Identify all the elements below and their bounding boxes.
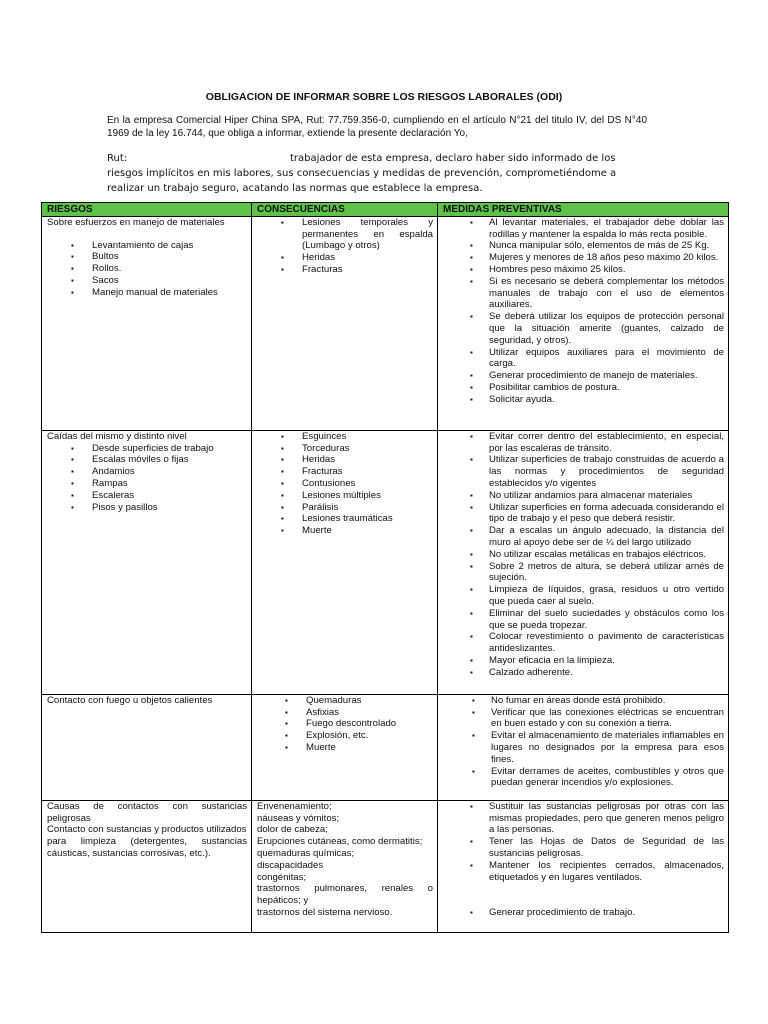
list-item: ▪ Lesiones múltiples — [302, 490, 433, 502]
list-item: ▪ Generar procedimiento de trabajo. — [489, 907, 724, 919]
list-item: ▪ Limpieza de líquidos, grasa, residuos u otro vertido que pueda caer al suelo. — [489, 584, 724, 608]
riesgos-cell — [42, 694, 252, 800]
list-item: ▪ Asfixias — [306, 707, 433, 719]
list-item: ▪ Posibilitar cambios de postura. — [489, 382, 724, 394]
header-riesgos: RIESGOS — [42, 203, 252, 217]
list-item: ▪ Rampas — [92, 478, 247, 490]
list-item: ▪ Utilizar superficies de trabajo construidas de acuerdo a las normas y procedimientos de seguridad establecidos y/o vigentes — [489, 454, 724, 489]
consecuencias-cell — [252, 694, 438, 800]
list-item: ▪ Sobre 2 metros de altura, se deberá utilizar arnés de sujeción. — [489, 561, 724, 585]
consecuencias-list — [257, 695, 433, 754]
list-item: ▪ No utilizar escalas metálicas en trabajos eléctricos. — [489, 549, 724, 561]
consecuencias-list — [257, 217, 433, 276]
riesgo-text: Contacto con sustancias y productos utilizados — [47, 824, 247, 836]
header-consecuencias: CONSECUENCIAS — [252, 203, 438, 217]
medidas-cell — [438, 800, 729, 932]
list-item: ▪ Calzado adherente. — [489, 667, 724, 679]
list-item: ▪ Tener las Hojas de Datos de Seguridad de las sustancias peligrosas. — [489, 836, 724, 860]
list-item: ▪ Mayor eficacia en la limpieza. — [489, 655, 724, 667]
table-row — [42, 800, 729, 932]
list-item: ▪ Escalas móviles o fijas — [92, 454, 247, 466]
table-row — [42, 430, 729, 694]
consecuencias-list — [257, 431, 433, 537]
list-item: ▪ Heridas — [302, 454, 433, 466]
medidas-list — [443, 695, 724, 789]
medidas-list — [443, 431, 724, 679]
list-item: ▪ Fracturas — [302, 264, 433, 276]
riesgos-cell — [42, 800, 252, 932]
riesgos-list — [47, 240, 247, 299]
consecuencia-text: Envenenamiento; — [257, 800, 332, 812]
list-item: ▪ Nunca manipular sólo, elementos de más de 25 Kg. — [489, 240, 724, 252]
list-item: ▪ Colocar revestimiento o pavimento de características antideslizantes. — [489, 631, 724, 655]
list-item: ▪ Andamios — [92, 466, 247, 478]
list-item: ▪ No utilizar andamios para almacenar materiales — [489, 490, 724, 502]
list-item: ▪ Parálisis — [302, 502, 433, 514]
list-item: ▪ Manejo manual de materiales — [92, 287, 247, 299]
list-item: ▪ Levantamiento de cajas — [92, 240, 247, 252]
list-item: ▪ Rollos. — [92, 263, 247, 275]
riesgo-text: para limpieza (detergentes, sustancias cáusticas, sustancias corrosivas, etc.). — [47, 836, 247, 859]
list-item: ▪ Mujeres y menores de 18 años peso máximo 20 kilos. — [489, 252, 724, 264]
riesgo-title: Sobre esfuerzos en manejo de materiales — [47, 216, 225, 228]
list-item: ▪ Mantener los recipientes cerrados, almacenados, etiquetados y en lugares ventilados. — [489, 860, 724, 884]
list-item: ▪ Desde superficies de trabajo — [92, 443, 247, 455]
list-item: ▪ Hombres peso máximo 25 kilos. — [489, 264, 724, 276]
list-item: ▪ Contusiones — [302, 478, 433, 490]
list-item: ▪ Se deberá utilizar los equipos de protección personal que la situación amerite (guantes, calzado de seguridad, y otros). — [489, 311, 724, 346]
list-item: ▪ Muerte — [302, 525, 433, 537]
list-item: ▪ Heridas — [302, 252, 433, 264]
riesgo-title: Contacto con fuego u objetos calientes — [47, 694, 213, 706]
consecuencia-text: trastornos pulmonares, renales o hepáticos; y — [257, 883, 433, 907]
medidas-cell — [438, 694, 729, 800]
list-item: ▪ Utilizar equipos auxiliares para el movimiento de carga. — [489, 347, 724, 371]
list-item: ▪ Evitar correr dentro del establecimiento, en especial, por las escaleras de tránsito. — [489, 431, 724, 455]
list-item: ▪ Muerte — [306, 742, 433, 754]
list-item: ▪ Esguinces — [302, 431, 433, 443]
list-item: ▪ Al levantar materiales, el trabajador debe doblar las rodillas y mantener la espalda lo más recta posible. — [489, 217, 724, 241]
list-item: ▪ Escaleras — [92, 490, 247, 502]
consecuencia-text: trastornos del sistema nervioso. — [257, 906, 393, 918]
medidas-list — [443, 907, 724, 919]
riesgos-list — [47, 443, 247, 514]
medidas-list — [443, 217, 724, 406]
list-item: ▪ Evitar derrames de aceites, combustibles y otros que puedan generar incendios y/o explosiones. — [491, 766, 724, 790]
list-item: ▪ Fracturas — [302, 466, 433, 478]
list-item: ▪ Lesiones traumáticas — [302, 513, 433, 525]
consecuencia-text: Erupciones cutáneas, como dermatitis; — [257, 836, 423, 848]
list-item: ▪ Pisos y pasillos — [92, 502, 247, 514]
risk-table — [41, 202, 729, 933]
consecuencias-cell — [252, 216, 438, 430]
list-item: ▪ Sustituir las sustancias peligrosas por otras con las mismas propiedades, pero que generen menos peligro a las personas. — [489, 801, 724, 836]
table-row — [42, 694, 729, 800]
riesgo-title: Caídas del mismo y distinto nivel — [47, 430, 187, 442]
consecuencia-text: quemaduras químicas; — [257, 847, 355, 859]
header-medidas: MEDIDAS PREVENTIVAS — [438, 203, 729, 217]
list-item: ▪ Generar procedimiento de manejo de materiales. — [489, 370, 724, 382]
consecuencias-cell — [252, 430, 438, 694]
list-item: ▪ Dar a escalas un ángulo adecuado, la distancia del muro al apoyo debe ser de ¼ del largo utilizado — [489, 525, 724, 549]
list-item: ▪ Si es necesario se deberá complementar los métodos manuales de trabajo con el uso de elementos auxiliares. — [489, 276, 724, 311]
list-item: ▪ Sacos — [92, 275, 247, 287]
rut-declaration-text: trabajador de esta empresa, declaro haber sido informado de los riesgos implícitos en mis labores, sus consecuencias y medidas de prevención, comprometiéndome a realizar un trabajo seguro, acatando las normas que establece la empresa. — [107, 153, 617, 194]
list-item: ▪ Verificar que las conexiones eléctricas se encuentran en buen estado y con su conexión a tierra. — [491, 707, 724, 731]
consecuencia-text: náuseas y vómitos; — [257, 812, 340, 824]
rut-declaration — [107, 151, 647, 196]
list-item: ▪ Eliminar del suelo suciedades y obstáculos como los que se pueda tropezar. — [489, 608, 724, 632]
riesgos-cell — [42, 430, 252, 694]
intro-paragraph: En la empresa Comercial Hiper China SPA, Rut: 77.759.356-0, cumpliendo en el artículo N°21 del titulo IV, del DS N°40 1969 de la ley 16.744, que obliga a informar, extiende la presente declaración Yo, — [107, 115, 647, 139]
list-item: ▪ Lesiones temporales y permanentes en espalda (Lumbago y otros) — [302, 217, 433, 252]
list-item: ▪ Evitar el almacenamiento de materiales inflamables en lugares no designados por la empresa para esos fines. — [491, 730, 724, 765]
list-item: ▪ Explosión, etc. — [306, 730, 433, 742]
consecuencia-text: dolor de cabeza; — [257, 824, 328, 836]
medidas-cell — [438, 430, 729, 694]
list-item: ▪ Solicitar ayuda. — [489, 394, 724, 406]
list-item: ▪ Bultos — [92, 251, 247, 263]
consecuencia-text: congénitas; — [257, 871, 307, 883]
table-row — [42, 216, 729, 430]
riesgo-text: Causas de contactos con sustancias peligrosas — [47, 800, 247, 824]
list-item: ▪ Fuego descontrolado — [306, 718, 433, 730]
document-title: OBLIGACION DE INFORMAR SOBRE LOS RIESGOS LABORALES (ODI) — [205, 91, 563, 103]
list-item: ▪ Quemaduras — [306, 695, 433, 707]
list-item: ▪ Utilizar superficies en forma adecuada considerando el tipo de trabajo y el peso que deberá resistir. — [489, 502, 724, 526]
medidas-cell — [438, 216, 729, 430]
table-header-row — [42, 203, 729, 217]
medidas-list — [443, 801, 724, 884]
rut-label: Rut: — [107, 153, 128, 164]
consecuencias-cell — [252, 800, 438, 932]
list-item: ▪ No fumar en áreas donde está prohibido. — [491, 695, 724, 707]
list-item: ▪ Torceduras — [302, 443, 433, 455]
consecuencia-text: discapacidades — [257, 859, 324, 871]
riesgos-cell — [42, 216, 252, 430]
